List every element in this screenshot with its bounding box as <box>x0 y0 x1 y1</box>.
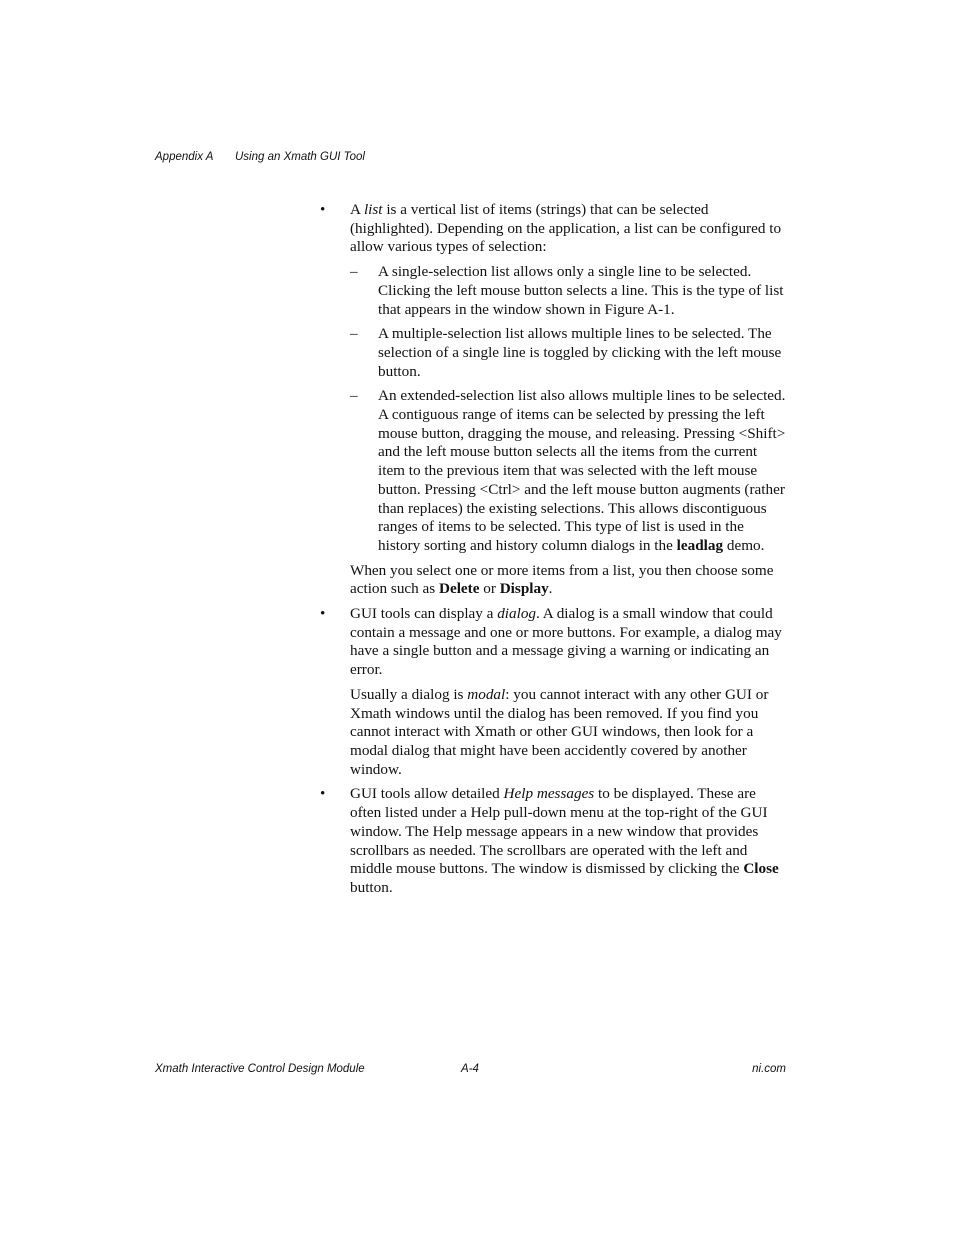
list-action-paragraph: When you select one or more items from a list, you then choose some action such as Delete or Display. <box>350 561 774 598</box>
dash-mark: – <box>350 263 358 281</box>
dash-mark: – <box>350 387 358 405</box>
bullet-mark: • <box>320 201 326 218</box>
bullet-mark: • <box>320 605 326 623</box>
page-body <box>320 201 786 904</box>
footer-website: ni.com <box>752 1063 786 1075</box>
header-chapter: Appendix A <box>155 151 214 163</box>
dialog-paragraph: GUI tools can display a dialog. A dialog is a small window that could contain a message and one or more buttons. For example, a dialog may have a single button and a message giving a warning or indicating an error. <box>350 605 782 679</box>
bullet-mark: • <box>320 785 326 803</box>
page-number: A-4 <box>461 1063 479 1075</box>
bullet-list-item <box>320 201 786 599</box>
term-help-messages: Help messages <box>503 785 595 803</box>
footer-manual-title: Xmath Interactive Control Design Module <box>155 1063 365 1075</box>
list-intro-paragraph: A list is a vertical list of items (strings) that can be selected (highlighted). Depending on the application, a list can be configured to allow various types of selection: <box>350 201 782 256</box>
sub-item-multiple-selection: – A multiple-selection list allows multiple lines to be selected. The selection of a single line is toggled by clicking with the left mouse button. <box>350 325 782 380</box>
header-title: Using an Xmath GUI Tool <box>235 151 365 163</box>
dash-mark: – <box>350 325 358 343</box>
bullet-dialog-item <box>320 605 786 779</box>
bullet-help-item <box>320 785 786 897</box>
term-delete: Delete <box>439 580 480 598</box>
term-leadlag: leadlag <box>676 536 724 554</box>
modal-paragraph: Usually a dialog is modal: you cannot interact with any other GUI or Xmath windows until the dialog has been removed. If you find you cannot interact with Xmath or other GUI windows, then look for a modal dialog that might have been accidently covered by another window. <box>350 685 769 778</box>
selection-types <box>350 263 786 556</box>
term-dialog: dialog <box>497 605 537 623</box>
term-modal: modal <box>467 685 506 703</box>
term-close: Close <box>743 860 779 878</box>
term-list: list <box>363 201 383 218</box>
sub-item-extended-selection: – An extended-selection list also allows multiple lines to be selected. A contiguous range of items can be selected by pressing the left mouse button, dragging the mouse, and releasing. Pressing <Shift> and the left mouse button selects all the items from the current item to the previous item that was selected with the left mouse button. Pressing <Ctrl> and the left mouse button augments (rather than replaces) the existing selections. This allows discontiguous ranges of items to be selected. This type of list is used in the history sorting and history column dialogs in the leadlag demo. <box>350 387 786 554</box>
sub-item-single-selection: – A single-selection list allows only a single line to be selected. Clicking the left mouse button selects a line. This is the type of list that appears in the window shown in Figure A-1. <box>350 263 784 318</box>
term-display: Display <box>499 580 549 598</box>
help-paragraph: GUI tools allow detailed Help messages to be displayed. These are often listed under a Help pull-down menu at the top-right of the GUI window. The Help message appears in a new window that provides scrollbars as needed. The scrollbars are operated with the left and middle mouse buttons. The window is dismissed by clicking the Close button. <box>350 785 779 896</box>
